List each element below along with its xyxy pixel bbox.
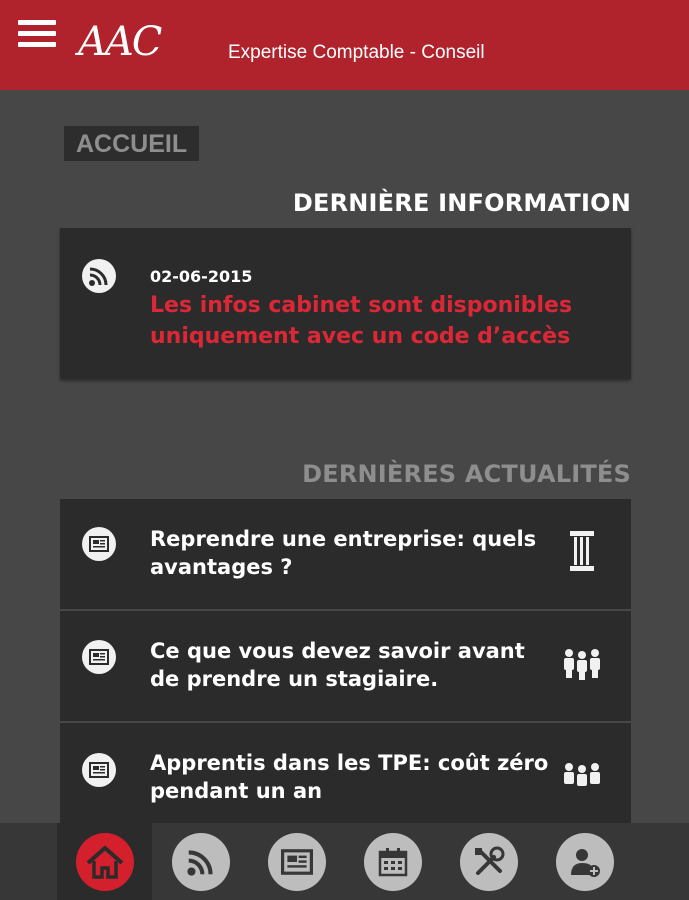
news-title: Ce que vous devez savoir avant de prendre un stagiaire. — [150, 639, 525, 691]
add-user-icon — [556, 833, 614, 891]
newspaper-icon — [82, 753, 116, 787]
info-text: Les infos cabinet sont disponibles uniquement avec un code d’accès — [150, 293, 573, 349]
app-tagline: Expertise Comptable - Conseil — [228, 42, 485, 63]
nav-tab-news[interactable] — [249, 823, 344, 900]
info-date: 02-06-2015 — [150, 267, 253, 286]
app-logo: AAC — [78, 19, 161, 65]
news-title: Reprendre une entreprise: quels avantages ? — [150, 527, 537, 579]
home-icon — [76, 833, 134, 891]
column-icon — [561, 529, 603, 573]
nav-tab-rss[interactable] — [153, 823, 248, 900]
newspaper-icon — [82, 640, 116, 674]
tools-icon — [460, 833, 518, 891]
news-item[interactable] — [60, 723, 631, 833]
news-item[interactable] — [60, 499, 631, 609]
hamburger-menu-icon[interactable] — [18, 20, 58, 50]
nav-tab-calendar[interactable] — [345, 823, 440, 900]
newspaper-icon — [82, 527, 116, 561]
rss-icon — [82, 259, 116, 293]
news-item[interactable] — [60, 611, 631, 721]
newspaper-icon — [268, 833, 326, 891]
page-title: ACCUEIL — [64, 126, 199, 161]
news-list[interactable] — [60, 499, 631, 803]
news-title: Apprentis dans les TPE: coût zéro pendant un an — [150, 751, 549, 803]
nav-tab-home[interactable] — [57, 823, 152, 900]
app-header — [0, 0, 689, 90]
latest-info-card[interactable] — [60, 228, 631, 379]
latest-news-heading: DERNIÈRES ACTUALITÉS — [302, 460, 631, 488]
nav-tab-add-user[interactable] — [537, 823, 632, 900]
people-icon — [561, 755, 603, 799]
rss-icon — [172, 833, 230, 891]
bottom-nav — [0, 823, 689, 900]
calendar-icon — [364, 833, 422, 891]
nav-tab-tools[interactable] — [441, 823, 536, 900]
people-icon — [561, 641, 603, 685]
latest-info-heading: DERNIÈRE INFORMATION — [292, 189, 631, 217]
